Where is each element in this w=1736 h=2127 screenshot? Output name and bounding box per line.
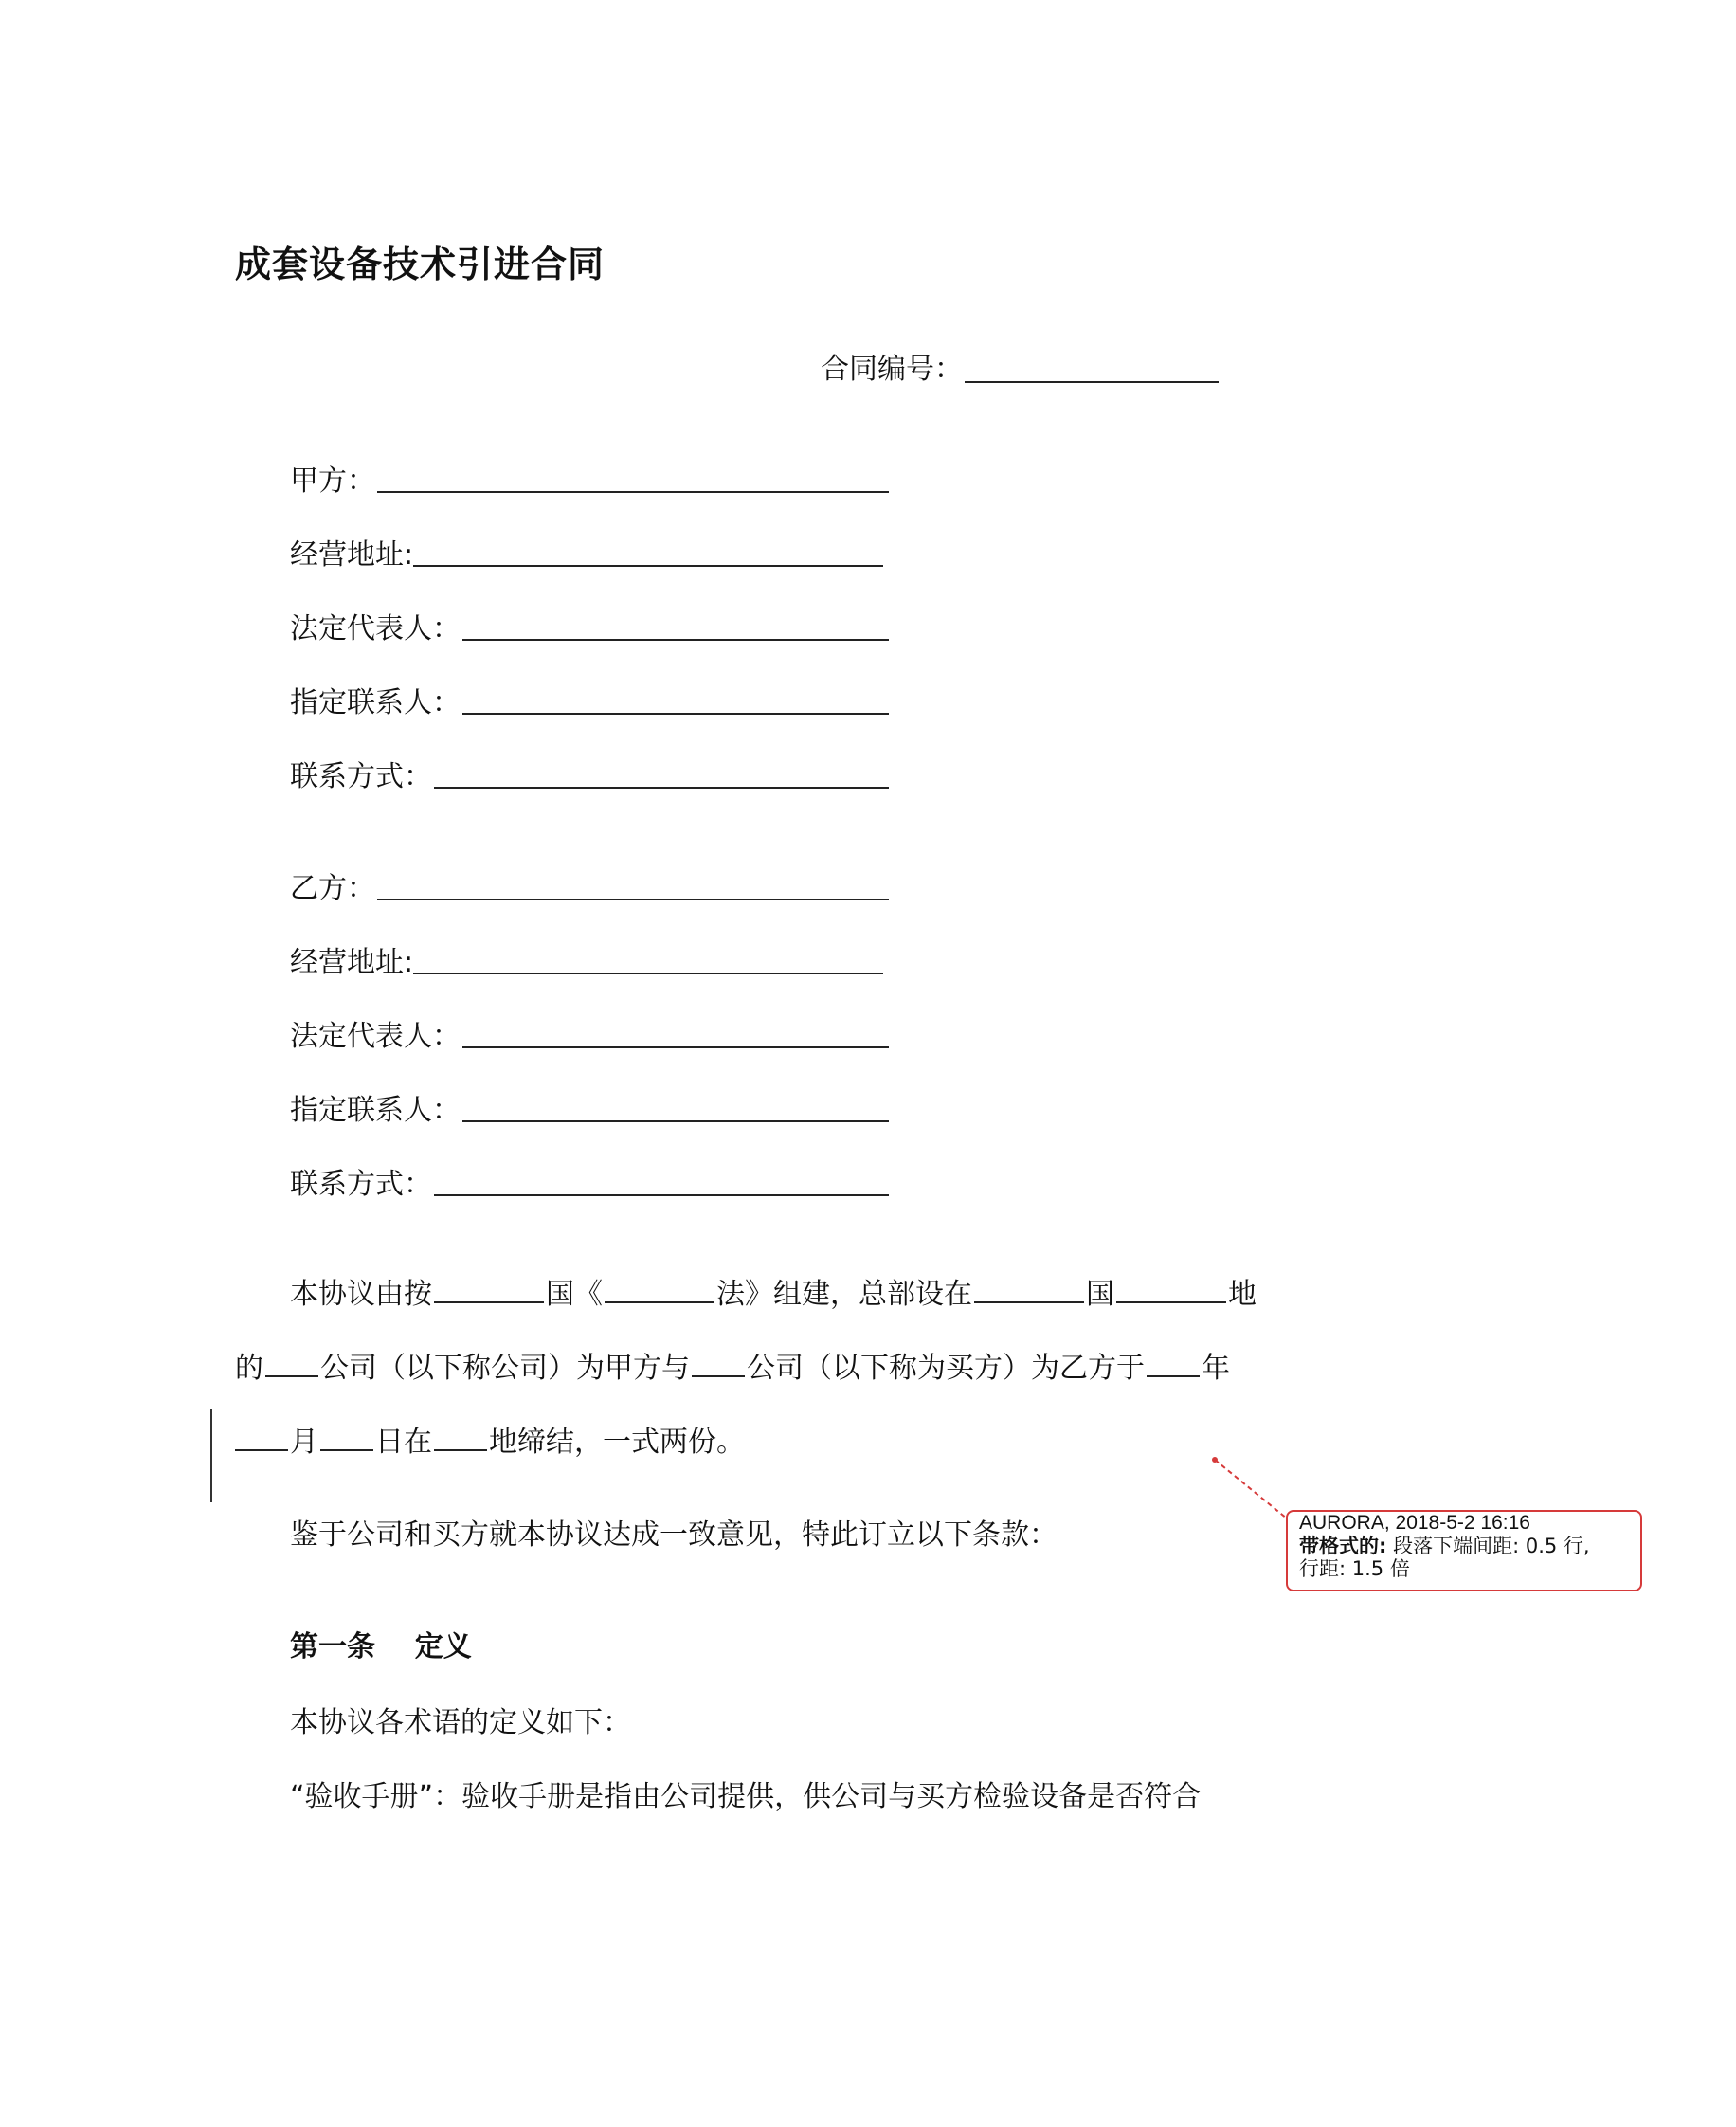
- document-title: 成套设备技术引进合同: [235, 244, 606, 285]
- blank-field[interactable]: [434, 1273, 544, 1303]
- intro-line-2: [235, 1344, 1230, 1386]
- blank-field[interactable]: [434, 1421, 487, 1451]
- party-b-contact-method-label: 联系方式：: [290, 1168, 432, 1201]
- party-a-field[interactable]: [377, 491, 889, 493]
- party-a-address-label: 经营地址:: [290, 538, 414, 572]
- party-a-contact-method-label: 联系方式：: [290, 760, 432, 793]
- party-a-address-field[interactable]: [413, 565, 883, 567]
- party-a-label: 甲方：: [290, 464, 375, 498]
- intro-text: 国《: [546, 1278, 603, 1311]
- intro-line-4: 鉴于公司和买方就本协议达成一致意见，特此订立以下条款：: [290, 1518, 1058, 1552]
- blank-field[interactable]: [265, 1347, 318, 1377]
- article-1-line-2: “验收手册”：验收手册是指由公司提供，供公司与买方检验设备是否符合: [290, 1780, 1202, 1813]
- comment-author-time: AURORA, 2018-5-2 16:16: [1299, 1512, 1530, 1534]
- intro-text: 地: [1228, 1278, 1257, 1311]
- blank-field[interactable]: [235, 1421, 288, 1451]
- party-b-label: 乙方：: [290, 872, 375, 905]
- intro-text: 法》组建，总部设在: [716, 1278, 972, 1311]
- blank-field[interactable]: [692, 1347, 745, 1377]
- comment-text-1: 段落下端间距: 0.5 行,: [1386, 1535, 1590, 1557]
- blank-field[interactable]: [320, 1421, 373, 1451]
- party-b-address-label: 经营地址:: [290, 946, 414, 979]
- party-b-address-field[interactable]: [413, 973, 883, 974]
- intro-text: 年: [1202, 1352, 1230, 1385]
- article-1-heading: 第一条 定义: [290, 1630, 472, 1663]
- blank-field[interactable]: [1116, 1273, 1226, 1303]
- intro-text: 国: [1086, 1278, 1114, 1311]
- intro-text: 公司（以下称为买方）为乙方于: [747, 1352, 1145, 1385]
- party-a-contact-person-label: 指定联系人：: [290, 686, 461, 719]
- comment-text-2: 行距: 1.5 倍: [1299, 1557, 1410, 1580]
- party-b-legal-rep-field[interactable]: [462, 1046, 889, 1048]
- tracked-change-comment[interactable]: [1286, 1510, 1642, 1591]
- blank-field[interactable]: [605, 1273, 714, 1303]
- blank-field[interactable]: [1147, 1347, 1200, 1377]
- party-a-contact-person-field[interactable]: [462, 713, 889, 715]
- intro-text: 月: [290, 1426, 318, 1459]
- party-b-contact-person-field[interactable]: [462, 1120, 889, 1122]
- comment-line-1: [1299, 1535, 1629, 1557]
- intro-text: 公司（以下称公司）为甲方与: [320, 1352, 690, 1385]
- party-a-legal-rep-label: 法定代表人：: [290, 612, 461, 645]
- comment-label: 带格式的:: [1299, 1535, 1387, 1557]
- party-b-field[interactable]: [377, 899, 889, 900]
- party-a-legal-rep-field[interactable]: [462, 639, 889, 641]
- party-b-contact-method-field[interactable]: [434, 1194, 889, 1196]
- contract-no-label: 合同编号：: [821, 353, 963, 386]
- party-a-contact-method-field[interactable]: [434, 787, 889, 789]
- intro-line-3: [235, 1418, 745, 1460]
- intro-text: 地缔结，一式两份。: [489, 1426, 745, 1459]
- comment-connector: [1203, 1450, 1298, 1526]
- party-b-contact-person-label: 指定联系人：: [290, 1094, 461, 1127]
- intro-line-1: [290, 1270, 1257, 1312]
- intro-text: 的: [235, 1352, 263, 1385]
- contract-no-field[interactable]: [965, 381, 1219, 383]
- party-b-legal-rep-label: 法定代表人：: [290, 1020, 461, 1053]
- intro-text: 日在: [375, 1426, 432, 1459]
- change-bar: [210, 1409, 212, 1502]
- blank-field[interactable]: [974, 1273, 1084, 1303]
- article-1-line-1: 本协议各术语的定义如下：: [290, 1706, 631, 1739]
- intro-text: 本协议由按: [290, 1278, 432, 1311]
